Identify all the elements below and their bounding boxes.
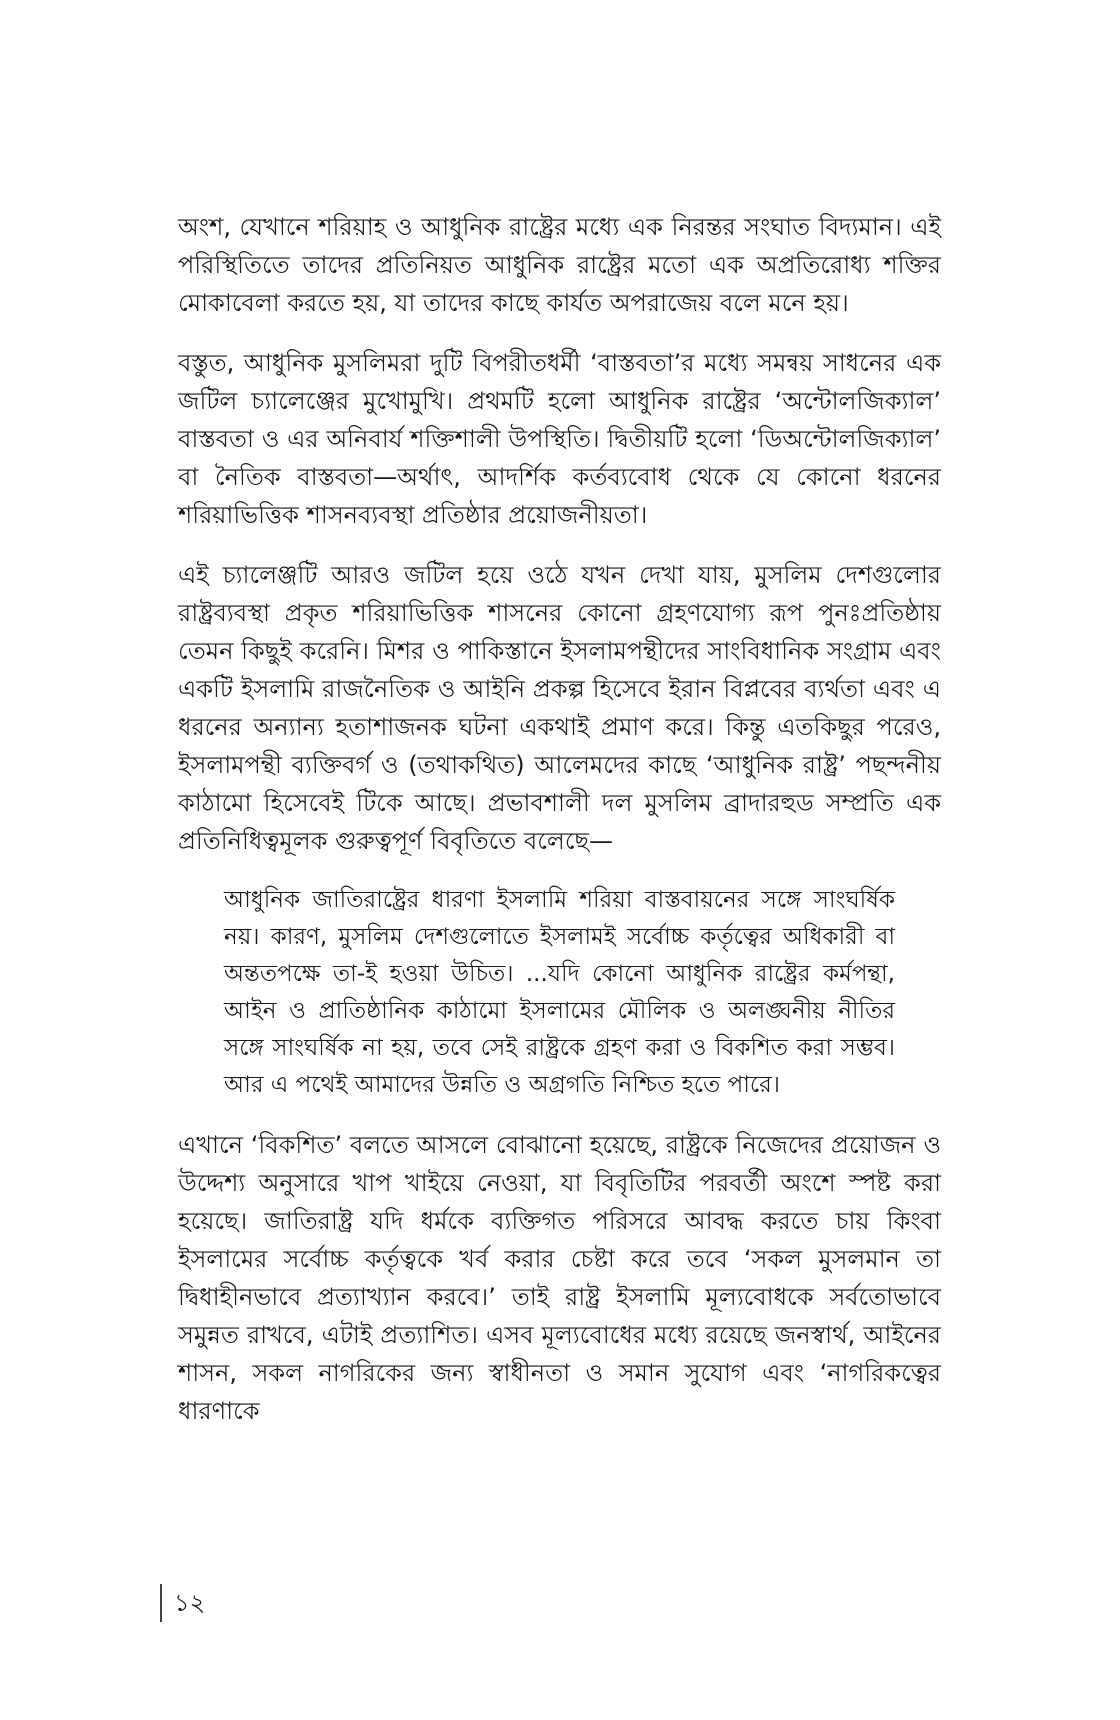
- paragraph-1: অংশ, যেখানে শরিয়াহ ও আধুনিক রাষ্ট্রের মধ্যে এক নিরন্তর সংঘাত বিদ্যমান। এই পরিস্থিতিতে তাদের প্রতিনিয়ত আধুনিক রাষ্ট্রের মতো এক অপ্রতিরোধ্য শক্তির মোকাবেলা করতে হয়, যা তাদের কাছে কার্যত অপরাজেয় বলে মনে হয়।: [178, 213, 941, 317]
- paragraph-3: এই চ্যালেঞ্জটি আরও জটিল হয়ে ওঠে যখন দেখা যায়, মুসলিম দেশগুলোর রাষ্ট্রব্যবস্থা প্রকৃত শরিয়াভিত্তিক শাসনের কোনো গ্রহণযোগ্য রূপ পুনঃপ্রতিষ্ঠায় তেমন কিছুই করেনি। মিশর ও পাকিস্তানে ইসলামপন্থীদের সাংবিধানিক সংগ্রাম এবং একটি ইসলামি রাজনৈতিক ও আইনি প্রকল্প হিসেবে ইরান বিপ্লবের ব্যর্থতা এবং এ ধরনের অন্যান্য হতাশাজনক ঘটনা একথাই প্রমাণ করে। কিন্তু এতকিছুর পরেও, ইসলামপন্থী ব্যক্তিবর্গ ও (তথাকথিত) আলেমদের কাছে ‘আধুনিক রাষ্ট্র’ পছন্দনীয় কাঠামো হিসেবেই টিকে আছে। প্রভাবশালী দল মুসলিম ব্রাদারহুড সম্প্রতি এক প্রতিনিধিত্বমূলক গুরুত্বপূর্ণ বিবৃতিতে বলেছে—: [178, 561, 941, 855]
- page-body: [178, 208, 941, 1452]
- page-footer: [160, 1584, 205, 1622]
- paragraph-2: বস্তুত, আধুনিক মুসলিমরা দুটি বিপরীতধর্মী ‘বাস্তবতা’র মধ্যে সমন্বয় সাধনের এক জটিল চ্যালেঞ্জের মুখোমুখি। প্রথমটি হলো আধুনিক রাষ্ট্রের ‘অন্টোলজিক্যাল’ বাস্তবতা ও এর অনিবার্য শক্তিশালী উপস্থিতি। দ্বিতীয়টি হলো ‘ডিঅন্টোলজিক্যাল’ বা নৈতিক বাস্তবতা—অর্থাৎ, আদর্শিক কর্তব্যবোধ থেকে যে কোনো ধরনের শরিয়াভিত্তিক শাসনব্যবস্থা প্রতিষ্ঠার প্রয়োজনীয়তা।: [178, 349, 941, 529]
- block-quote: আধুনিক জাতিরাষ্ট্রের ধারণা ইসলামি শরিয়া বাস্তবায়নের সঙ্গে সাংঘর্ষিক নয়। কারণ, মুসলিম দেশগুলোতে ইসলামই সর্বোচ্চ কর্তৃত্বের অধিকারী বা অন্ততপক্ষে তা-ই হওয়া উচিত। ...যদি কোনো আধুনিক রাষ্ট্রের কর্মপন্থা, আইন ও প্রাতিষ্ঠানিক কাঠামো ইসলামের মৌলিক ও অলঙ্ঘনীয় নীতির সঙ্গে সাংঘর্ষিক না হয়, তবে সেই রাষ্ট্রকে গ্রহণ করা ও বিকশিত করা সম্ভব। আর এ পথেই আমাদের উন্নতি ও অগ্রগতি নিশ্চিত হতে পারে।: [224, 887, 895, 1098]
- page-number: ১২: [174, 1589, 206, 1617]
- footer-divider: [160, 1584, 162, 1622]
- paragraph-4: এখানে ‘বিকশিত’ বলতে আসলে বোঝানো হয়েছে, রাষ্ট্রকে নিজেদের প্রয়োজন ও উদ্দেশ্য অনুসারে খাপ খাইয়ে নেওয়া, যা বিবৃতিটির পরবর্তী অংশে স্পষ্ট করা হয়েছে। জাতিরাষ্ট্র যদি ধর্মকে ব্যক্তিগত পরিসরে আবদ্ধ করতে চায় কিংবা ইসলামের সর্বোচ্চ কর্তৃত্বকে খর্ব করার চেষ্টা করে তবে ‘সকল মুসলমান তা দ্বিধাহীনভাবে প্রত্যাখ্যান করবে।’ তাই রাষ্ট্র ইসলামি মূল্যবোধকে সর্বতোভাবে সমুন্নত রাখবে, এটাই প্রত্যাশিত। এসব মূল্যবোধের মধ্যে রয়েছে জনস্বার্থ, আইনের শাসন, সকল নাগরিকের জন্য স্বাধীনতা ও সমান সুযোগ এবং ‘নাগরিকত্বের ধারণাকে: [178, 1131, 941, 1425]
